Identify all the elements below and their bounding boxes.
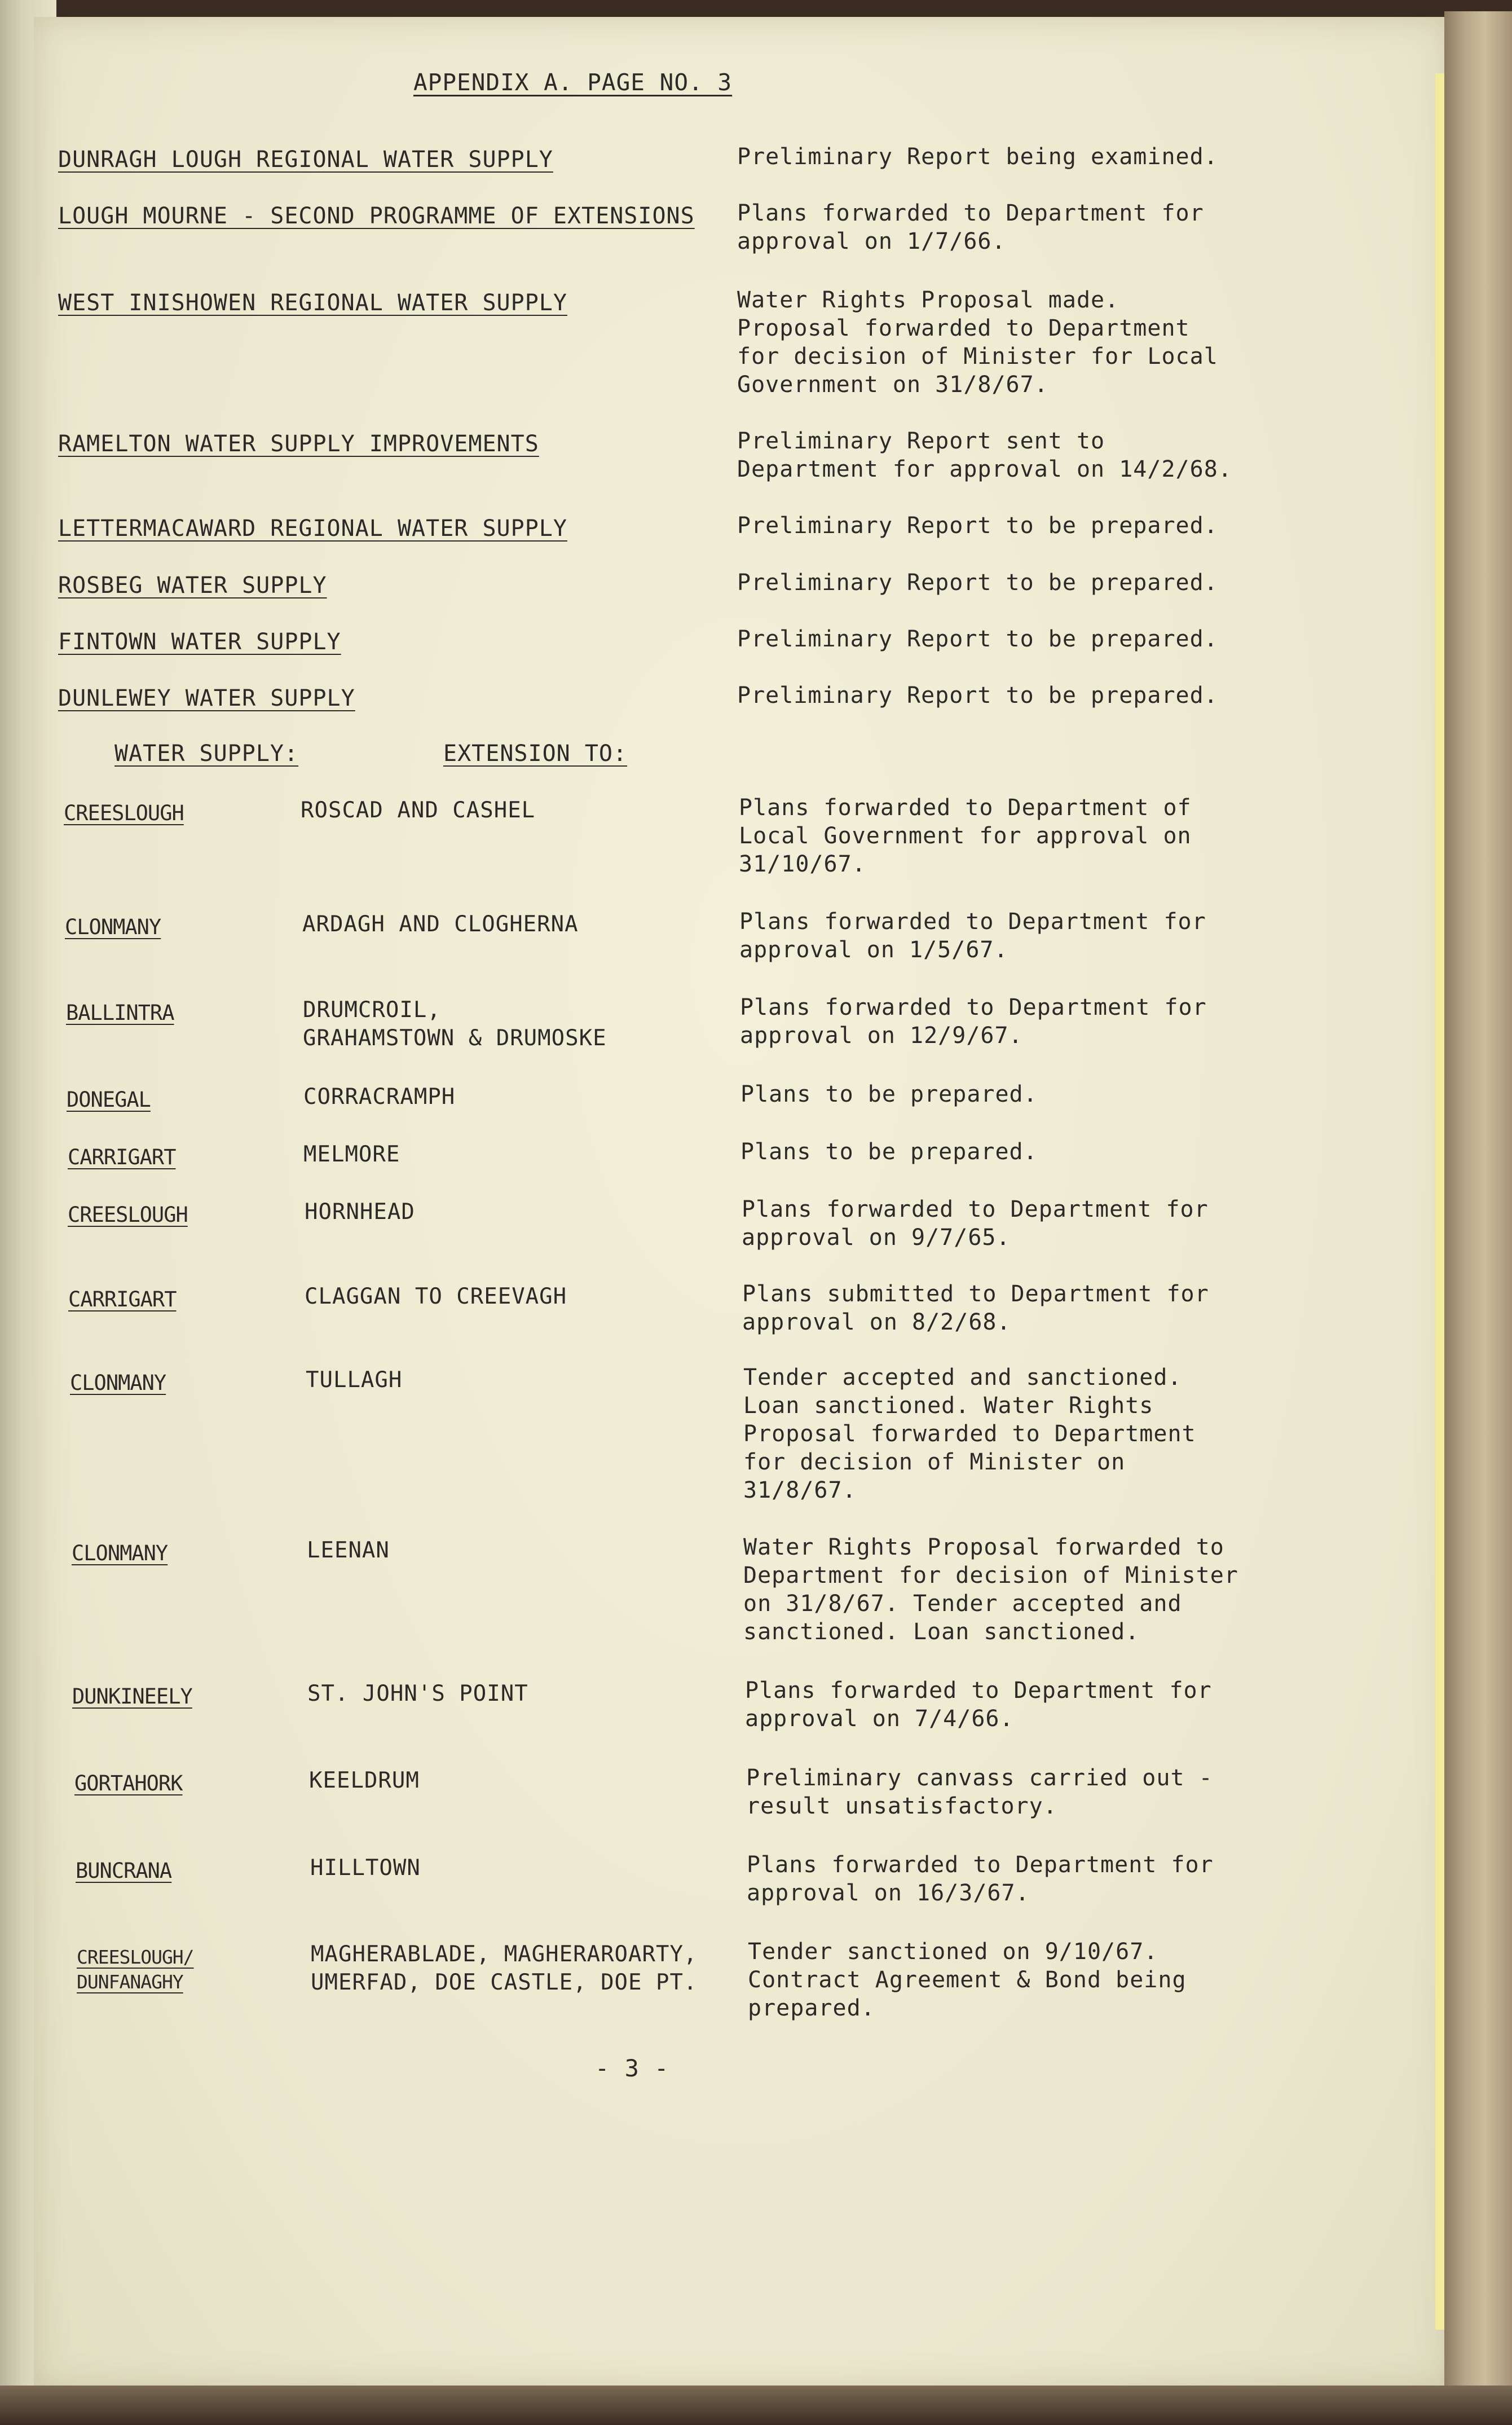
extension-area: MELMORE xyxy=(303,1142,400,1167)
scheme-name: FINTOWN WATER SUPPLY xyxy=(58,629,341,655)
extension-town: CARRIGART xyxy=(68,1287,177,1311)
extension-area: KEELDRUM xyxy=(309,1768,420,1793)
scheme-status: Plans forwarded to Department for approval on 1/7/66. xyxy=(737,200,1204,254)
extension-town: CREESLOUGH xyxy=(68,1203,188,1227)
extension-status: Plans to be prepared. xyxy=(740,1139,1038,1165)
book-edge xyxy=(1444,11,1512,2397)
extension-status: Water Rights Proposal forwarded to Department for decision of Minister on 31/8/67. Tender accepted and sanctioned. Loan sanctioned. xyxy=(743,1534,1238,1645)
extension-area: LEENAN xyxy=(307,1538,390,1563)
extension-town: CLONMANY xyxy=(65,915,161,939)
extension-area: ST. JOHN'S POINT xyxy=(307,1681,528,1706)
extension-status: Plans forwarded to Department for approval on 9/7/65. xyxy=(742,1196,1209,1251)
extension-town: BALLINTRA xyxy=(66,1001,174,1025)
scheme-name: WEST INISHOWEN REGIONAL WATER SUPPLY xyxy=(58,290,567,316)
scheme-status: Preliminary Report being examined. xyxy=(737,144,1218,170)
subheader-water-supply: WATER SUPPLY: xyxy=(114,741,299,767)
extension-town: DONEGAL xyxy=(67,1088,151,1112)
extension-status: Plans forwarded to Department for approval on 1/5/67. xyxy=(739,909,1206,963)
extension-town: CLONMANY xyxy=(70,1371,166,1395)
extension-area: CORRACRAMPH xyxy=(303,1084,456,1110)
extension-status: Plans forwarded to Department for approval on 7/4/66. xyxy=(745,1678,1212,1732)
extension-area: DRUMCROIL, GRAHAMSTOWN & DRUMOSKE xyxy=(303,997,607,1051)
extension-area: HORNHEAD xyxy=(305,1199,415,1225)
extension-town: DUNKINEELY xyxy=(72,1684,192,1709)
subheader-extension-to: EXTENSION TO: xyxy=(443,741,628,767)
scheme-name: DUNRAGH LOUGH REGIONAL WATER SUPPLY xyxy=(58,147,553,173)
scheme-name: LOUGH MOURNE - SECOND PROGRAMME OF EXTENSIONS xyxy=(58,203,695,229)
extension-status: Plans to be prepared. xyxy=(740,1081,1038,1107)
page-number: - 3 - xyxy=(595,2054,669,2082)
extension-status: Plans forwarded to Department of Local Government for approval on 31/10/67. xyxy=(739,795,1192,877)
extension-town: CREESLOUGH/ DUNFANAGHY xyxy=(77,1946,194,1993)
scheme-name: LETTERMACAWARD REGIONAL WATER SUPPLY xyxy=(58,516,567,542)
extension-town: CARRIGART xyxy=(68,1145,176,1169)
scheme-name: DUNLEWEY WATER SUPPLY xyxy=(58,685,355,711)
scheme-name: RAMELTON WATER SUPPLY IMPROVEMENTS xyxy=(58,431,539,457)
extension-town: BUNCRANA xyxy=(76,1859,172,1883)
extension-area: MAGHERABLADE, MAGHERAROARTY, UMERFAD, DOE CASTLE, DOE PT. xyxy=(311,1942,698,1995)
extension-status: Tender accepted and sanctioned. Loan sanctioned. Water Rights Proposal forwarded to Department for decision of Minister on 31/8/67. xyxy=(743,1365,1196,1503)
scheme-status: Preliminary Report to be prepared. xyxy=(737,570,1218,596)
scheme-status: Preliminary Report to be prepared. xyxy=(737,683,1218,708)
extension-status: Plans submitted to Department for approval on 8/2/68. xyxy=(742,1281,1209,1335)
extension-status: Preliminary canvass carried out - result unsatisfactory. xyxy=(746,1765,1213,1819)
extension-town: CREESLOUGH xyxy=(64,801,184,825)
extension-town: GORTAHORK xyxy=(74,1771,183,1795)
scheme-name: ROSBEG WATER SUPPLY xyxy=(58,573,327,598)
extension-town: CLONMANY xyxy=(72,1541,168,1565)
extension-area: TULLAGH xyxy=(306,1367,403,1393)
scheme-status: Water Rights Proposal made. Proposal forwarded to Department for decision of Minister for Local Government on 31/8/67. xyxy=(737,287,1218,398)
extension-area: ARDAGH AND CLOGHERNA xyxy=(302,912,579,937)
extension-area: HILLTOWN xyxy=(310,1855,421,1881)
extension-area: ROSCAD AND CASHEL xyxy=(301,798,536,823)
page-header: APPENDIX A. PAGE NO. 3 xyxy=(413,69,733,96)
extension-area: CLAGGAN TO CREEVAGH xyxy=(305,1284,567,1309)
extension-status: Plans forwarded to Department for approval on 16/3/67. xyxy=(747,1852,1214,1906)
scheme-status: Preliminary Report to be prepared. xyxy=(737,626,1218,652)
extension-status: Plans forwarded to Department for approval on 12/9/67. xyxy=(740,994,1207,1049)
scheme-status: Preliminary Report to be prepared. xyxy=(737,513,1218,539)
book-bottom-edge xyxy=(0,2386,1512,2425)
scheme-status: Preliminary Report sent to Department for approval on 14/2/68. xyxy=(737,428,1232,482)
extension-status: Tender sanctioned on 9/10/67. Contract Agreement & Bond being prepared. xyxy=(748,1939,1187,2021)
